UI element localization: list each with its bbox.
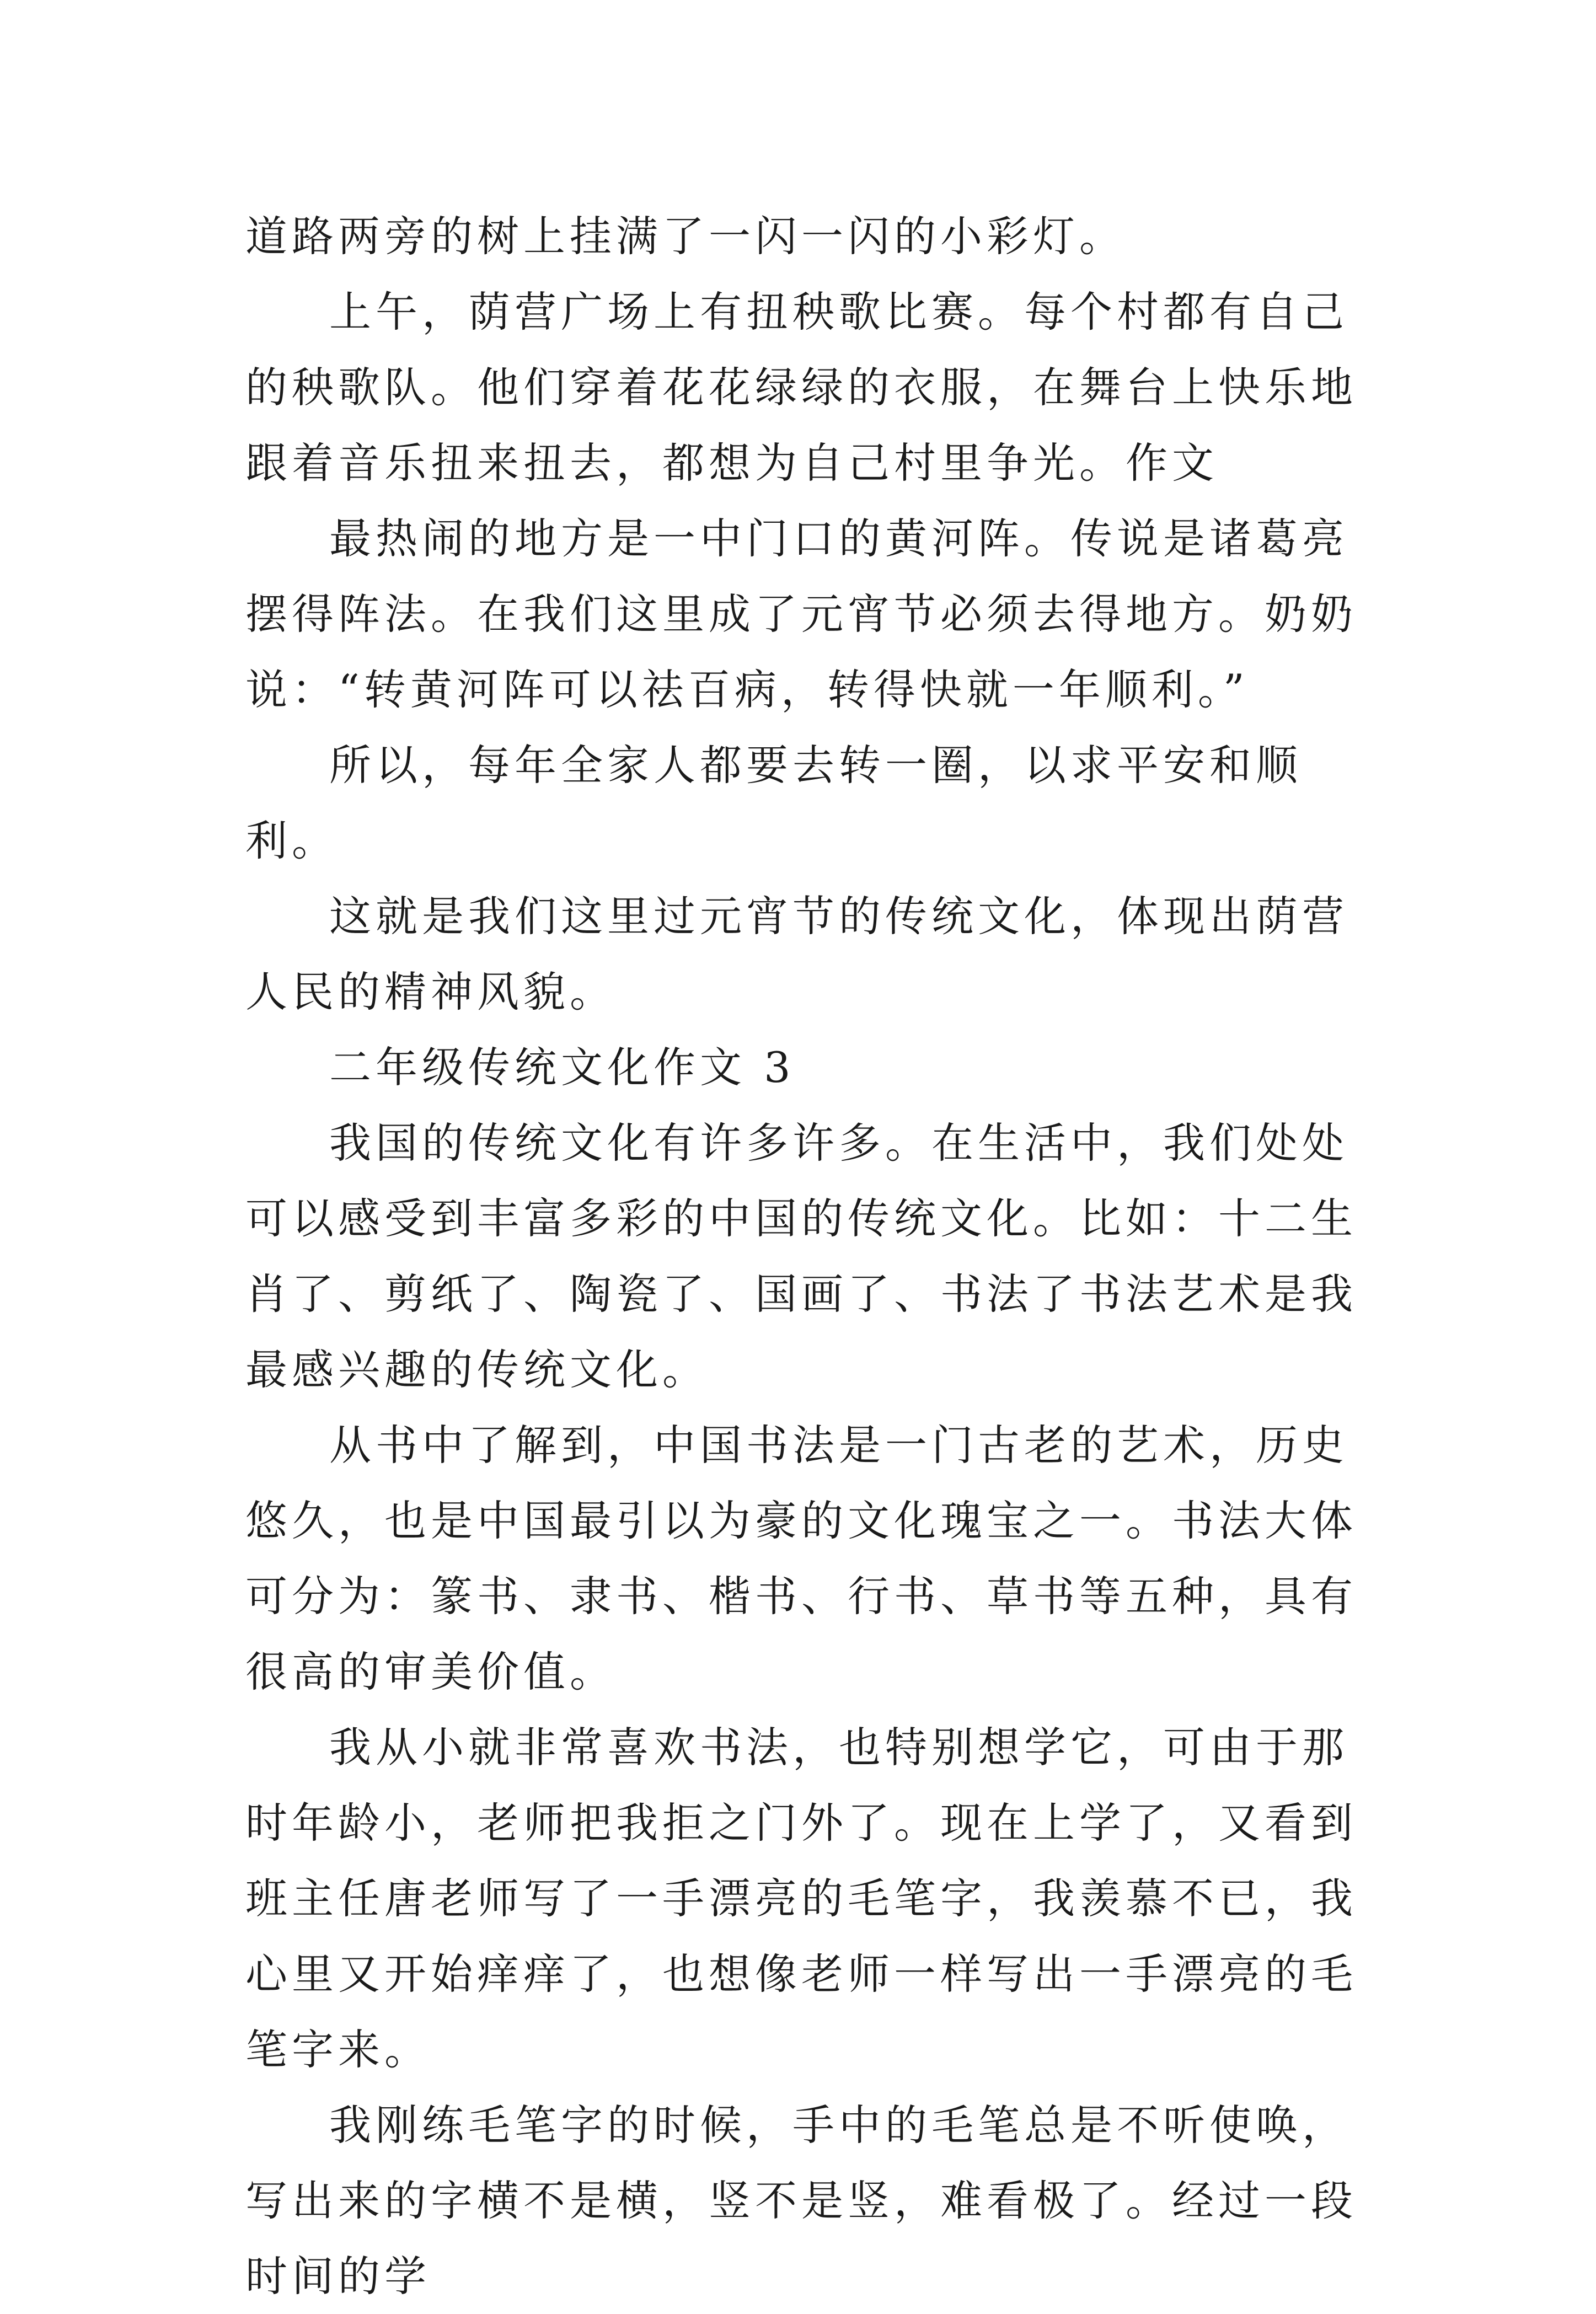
paragraph: 最热闹的地方是一中门口的黄河阵。传说是诸葛亮摆得阵法。在我们这里成了元宵节必须去得地方。奶奶说：“转黄河阵可以祛百病，转得快就一年顺利。” xyxy=(245,514,1357,714)
paragraph: 上午，荫营广场上有扭秧歌比赛。每个村都有自己的秧歌队。他们穿着花花绿绿的衣服，在舞台上快乐地跟着音乐扭来扭去，都想为自己村里争光。作文 xyxy=(245,287,1357,488)
paragraph: 从书中了解到，中国书法是一门古老的艺术，历史悠久，也是中国最引以为豪的文化瑰宝之一。书法大体可分为：篆书、隶书、楷书、行书、草书等五种，具有很高的审美价值。 xyxy=(245,1421,1357,1696)
paragraph: 道路两旁的树上挂满了一闪一闪的小彩灯。 xyxy=(245,212,1126,261)
paragraph: 我国的传统文化有许多许多。在生活中，我们处处可以感受到丰富多彩的中国的传统文化。比如：十二生肖了、剪纸了、陶瓷了、国画了、书法了书法艺术是我最感兴趣的传统文化。 xyxy=(245,1118,1357,1394)
section-heading: 二年级传统文化作文 3 xyxy=(329,1043,795,1092)
paragraph: 所以，每年全家人都要去转一圈，以求平安和顺利。 xyxy=(245,741,1302,865)
paragraph: 我从小就非常喜欢书法，也特别想学它，可由于那时年龄小，老师把我拒之门外了。现在上学了，又看到班主任唐老师写了一手漂亮的毛笔字，我羡慕不已，我心里又开始痒痒了，也想像老师一样写出一手漂亮的毛笔字来。 xyxy=(245,1723,1357,2074)
paragraph: 这就是我们这里过元宵节的传统文化，体现出荫营人民的精神风貌。 xyxy=(245,892,1348,1016)
body-text xyxy=(245,199,1370,2314)
paragraph: 我刚练毛笔字的时候，手中的毛笔总是不听使唤，写出来的字横不是横，竖不是竖，难看极了。经过一段时间的学 xyxy=(245,2101,1357,2301)
